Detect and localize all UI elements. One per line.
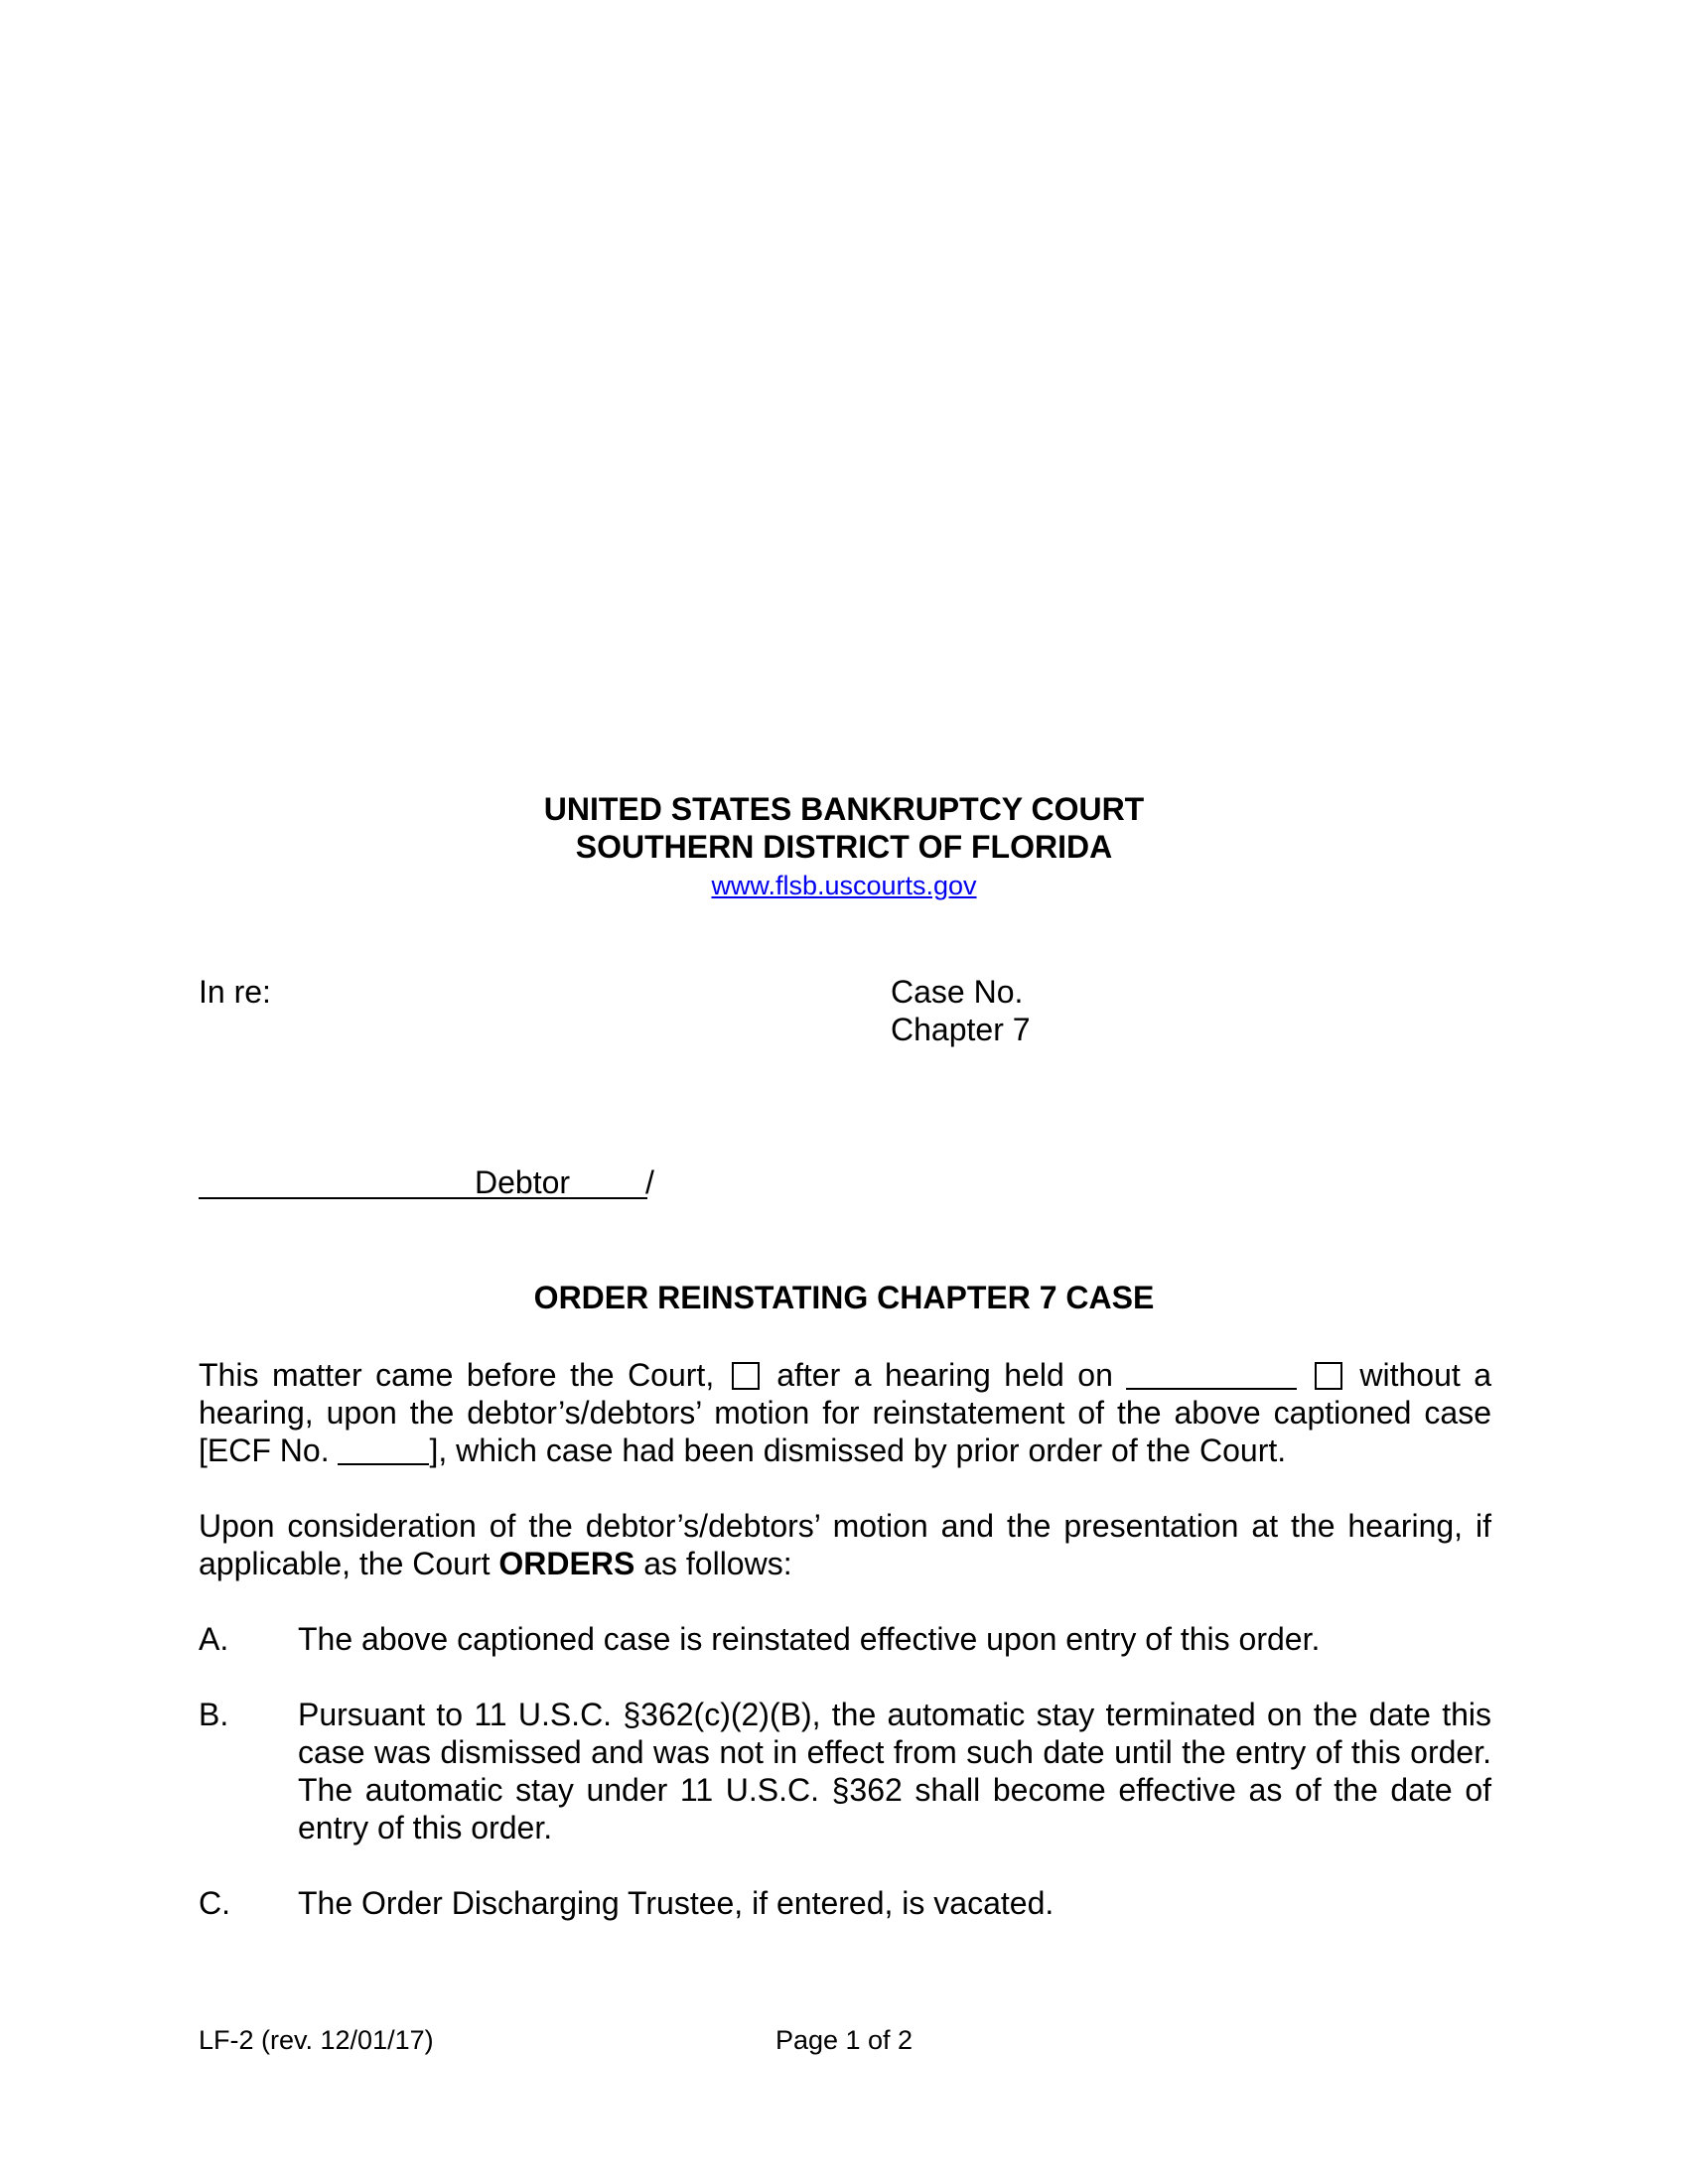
without-hearing-checkbox[interactable]	[1315, 1362, 1342, 1390]
debtor-signature-line	[199, 1163, 653, 1201]
court-website-link[interactable]: www.flsb.uscourts.gov	[711, 871, 977, 900]
in-re-label: In re:	[199, 974, 271, 1010]
item-text: The above captioned case is reinstated effective upon entry of this order.	[298, 1621, 1321, 1657]
court-name: UNITED STATES BANKRUPTCY COURT	[543, 791, 1145, 827]
para1-text-3: without a hearing, upon the debtor’s/debtors’ motion for reinstatement of the above captioned case [ECF No.	[199, 1357, 1492, 1468]
court-header	[0, 790, 1688, 902]
para1-text-2: after a hearing held on	[776, 1357, 1113, 1393]
debtor-slash: /	[645, 1164, 654, 1200]
item-text: The Order Discharging Trustee, if entered, is vacated.	[298, 1885, 1055, 1921]
item-text: Pursuant to 11 U.S.C. §362(c)(2)(B), the automatic stay terminated on the date this case was dismissed and was not in effect from such date until the entry of this order. The automatic stay under 11 U.S.C. §362 shall become effective as of the date of entry of this order.	[298, 1697, 1491, 1845]
debtor-underline	[199, 1197, 647, 1199]
court-district: SOUTHERN DISTRICT OF FLORIDA	[575, 829, 1113, 865]
hearing-date-blank[interactable]	[1126, 1358, 1297, 1390]
orders-word: ORDERS	[498, 1546, 635, 1581]
item-letter: A.	[199, 1621, 229, 1657]
debtor-label: Debtor	[475, 1164, 571, 1200]
order-title: ORDER REINSTATING CHAPTER 7 CASE	[533, 1280, 1155, 1315]
paragraph-consideration	[199, 1507, 1491, 1582]
para1-text-4: ], which case had been dismissed by prior order of the Court.	[429, 1433, 1287, 1468]
item-letter: B.	[199, 1697, 229, 1732]
para2-text-1: Upon consideration of the debtor’s/debtors’ motion and the presentation at the hearing, if applicable, the Court	[199, 1508, 1491, 1581]
hearing-held-checkbox[interactable]	[732, 1362, 760, 1390]
case-info	[891, 973, 1031, 1048]
chapter-label: Chapter 7	[891, 1012, 1031, 1047]
item-letter: C.	[199, 1885, 230, 1921]
para2-text-2: as follows:	[643, 1546, 792, 1581]
form-revision-label: LF-2 (rev. 12/01/17)	[199, 2025, 434, 2055]
page-number: Page 1 of 2	[774, 2025, 914, 2055]
para1-text-1: This matter came before the Court,	[199, 1357, 715, 1393]
ecf-number-blank[interactable]	[338, 1433, 429, 1465]
case-no-label: Case No.	[891, 974, 1024, 1010]
paragraph-matter	[199, 1356, 1491, 1469]
